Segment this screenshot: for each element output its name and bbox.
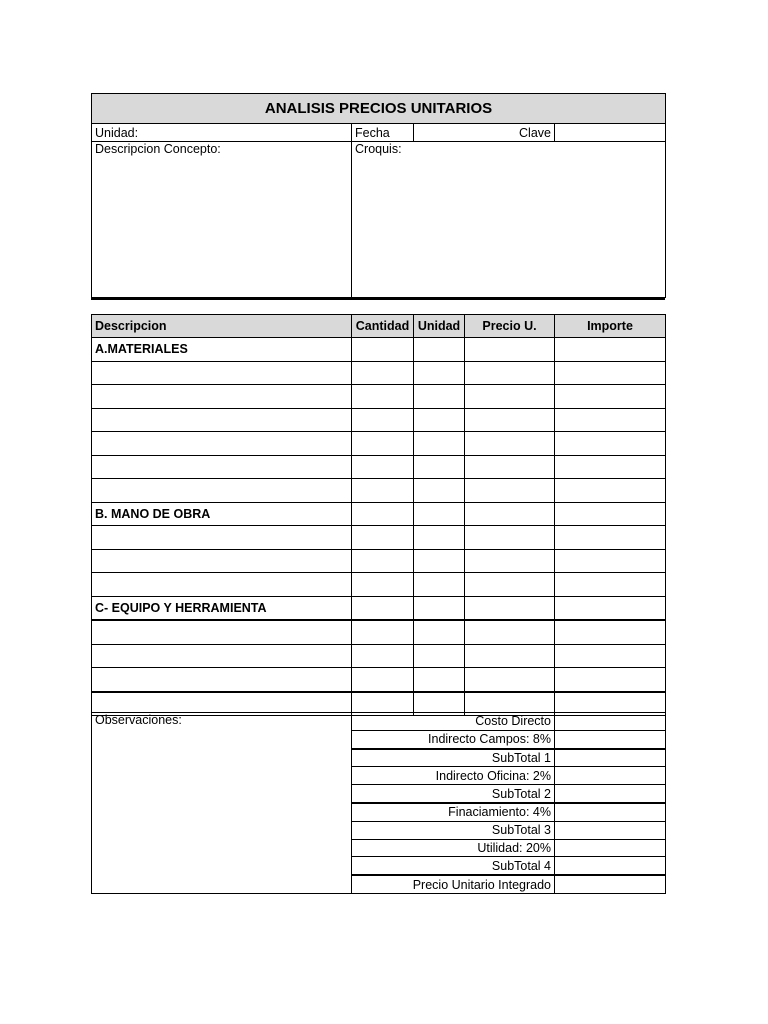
financiamiento-label: Finaciamiento: 4% [352, 803, 555, 821]
table-row [92, 549, 666, 573]
cell[interactable] [414, 526, 465, 550]
subtotal-2-label: SubTotal 2 [352, 785, 555, 803]
page-title: ANALISIS PRECIOS UNITARIOS [92, 94, 666, 124]
cell[interactable] [92, 549, 352, 573]
cell[interactable] [555, 644, 666, 668]
cell[interactable] [414, 502, 465, 526]
fecha-label: Fecha [352, 124, 414, 142]
table-row [92, 385, 666, 409]
cell[interactable] [555, 620, 666, 644]
subtotal-1-value[interactable] [555, 749, 666, 767]
totals-block [91, 712, 665, 894]
subtotal-2-value[interactable] [555, 785, 666, 803]
unidad-field[interactable]: Unidad: [92, 124, 352, 142]
subtotal-4-value[interactable] [555, 857, 666, 875]
table-row [92, 526, 666, 550]
table-row [92, 408, 666, 432]
cell[interactable] [352, 455, 414, 479]
items-block [91, 314, 665, 716]
cell[interactable] [92, 644, 352, 668]
table-row [92, 644, 666, 668]
column-header-descripcion: Descripcion [92, 315, 352, 338]
cell[interactable] [92, 668, 352, 692]
cell[interactable] [465, 479, 555, 503]
table-row [92, 432, 666, 456]
cell[interactable] [465, 455, 555, 479]
cell[interactable] [414, 549, 465, 573]
cell[interactable] [465, 573, 555, 597]
cell[interactable] [92, 620, 352, 644]
cell[interactable] [414, 338, 465, 362]
cell[interactable] [465, 549, 555, 573]
subtotal-1-label: SubTotal 1 [352, 749, 555, 767]
section-row-materiales [92, 338, 666, 362]
subtotal-3-value[interactable] [555, 821, 666, 839]
cell[interactable] [555, 408, 666, 432]
column-header-cantidad: Cantidad [352, 315, 414, 338]
cell[interactable] [92, 432, 352, 456]
cell[interactable] [92, 385, 352, 409]
cell[interactable] [555, 432, 666, 456]
cell[interactable] [555, 338, 666, 362]
cell[interactable] [352, 361, 414, 385]
totals-table [91, 712, 666, 894]
croquis-field[interactable]: Croquis: [352, 142, 666, 298]
cell[interactable] [555, 573, 666, 597]
clave-label: Clave [414, 124, 555, 142]
cell[interactable] [352, 668, 414, 692]
subtotal-3-label: SubTotal 3 [352, 821, 555, 839]
cell[interactable] [555, 668, 666, 692]
table-row [92, 573, 666, 597]
cell[interactable] [414, 432, 465, 456]
indirecto-oficina-value[interactable] [555, 767, 666, 785]
cell[interactable] [352, 408, 414, 432]
cell[interactable] [465, 408, 555, 432]
cell[interactable] [414, 573, 465, 597]
financiamiento-value[interactable] [555, 803, 666, 821]
table-row [92, 620, 666, 644]
cell[interactable] [414, 644, 465, 668]
cell[interactable] [414, 596, 465, 620]
cell[interactable] [414, 385, 465, 409]
indirecto-oficina-label: Indirecto Oficina: 2% [352, 767, 555, 785]
utilidad-value[interactable] [555, 839, 666, 857]
cell[interactable] [465, 361, 555, 385]
cell[interactable] [555, 502, 666, 526]
column-header-precio: Precio U. [465, 315, 555, 338]
table-row [92, 361, 666, 385]
cell[interactable] [555, 596, 666, 620]
precio-unitario-integrado-value[interactable] [555, 875, 666, 893]
cell[interactable] [92, 573, 352, 597]
table-row [92, 668, 666, 692]
cell[interactable] [414, 408, 465, 432]
cell[interactable] [465, 668, 555, 692]
cell[interactable] [555, 361, 666, 385]
descripcion-concepto-field[interactable]: Descripcion Concepto: [92, 142, 352, 298]
cell[interactable] [414, 479, 465, 503]
indirecto-campos-value[interactable] [555, 730, 666, 748]
cell[interactable] [352, 596, 414, 620]
cell[interactable] [465, 620, 555, 644]
cell[interactable] [555, 549, 666, 573]
cell[interactable] [414, 620, 465, 644]
cell[interactable] [92, 526, 352, 550]
header-block [91, 93, 665, 300]
cell[interactable] [352, 549, 414, 573]
cell[interactable] [465, 526, 555, 550]
cell[interactable] [352, 385, 414, 409]
indirecto-campos-label: Indirecto Campos: 8% [352, 730, 555, 748]
cell[interactable] [352, 338, 414, 362]
section-row-equipo [92, 596, 666, 620]
cell[interactable] [465, 432, 555, 456]
cell[interactable] [414, 361, 465, 385]
cell[interactable] [555, 479, 666, 503]
cell[interactable] [92, 408, 352, 432]
section-label: A.MATERIALES [92, 338, 352, 362]
cell[interactable] [414, 455, 465, 479]
cell[interactable] [92, 455, 352, 479]
cell[interactable] [352, 526, 414, 550]
cell[interactable] [555, 455, 666, 479]
cell[interactable] [352, 432, 414, 456]
section-label: B. MANO DE OBRA [92, 502, 352, 526]
cell[interactable] [352, 479, 414, 503]
cell[interactable] [352, 620, 414, 644]
cell[interactable] [555, 385, 666, 409]
cell[interactable] [414, 668, 465, 692]
cell[interactable] [352, 502, 414, 526]
cell[interactable] [555, 526, 666, 550]
cell[interactable] [92, 479, 352, 503]
observaciones-field[interactable]: Observaciones: [92, 713, 352, 894]
cell[interactable] [465, 502, 555, 526]
section-label: C- EQUIPO Y HERRAMIENTA [92, 596, 352, 620]
section-row-mano-de-obra [92, 502, 666, 526]
precio-unitario-integrado-label: Precio Unitario Integrado [352, 875, 555, 893]
table-row [92, 455, 666, 479]
subtotal-4-label: SubTotal 4 [352, 857, 555, 875]
cell[interactable] [352, 573, 414, 597]
column-header-unidad: Unidad [414, 315, 465, 338]
cell[interactable] [465, 385, 555, 409]
cell[interactable] [465, 338, 555, 362]
cell[interactable] [465, 596, 555, 620]
column-header-importe: Importe [555, 315, 666, 338]
items-table [91, 314, 666, 716]
clave-field[interactable] [555, 124, 666, 142]
table-row [92, 479, 666, 503]
costo-directo-value[interactable] [555, 713, 666, 731]
cell[interactable] [92, 361, 352, 385]
cell[interactable] [465, 644, 555, 668]
costo-directo-label: Costo Directo [352, 713, 555, 731]
cell[interactable] [352, 644, 414, 668]
utilidad-label: Utilidad: 20% [352, 839, 555, 857]
header-table [91, 93, 666, 298]
